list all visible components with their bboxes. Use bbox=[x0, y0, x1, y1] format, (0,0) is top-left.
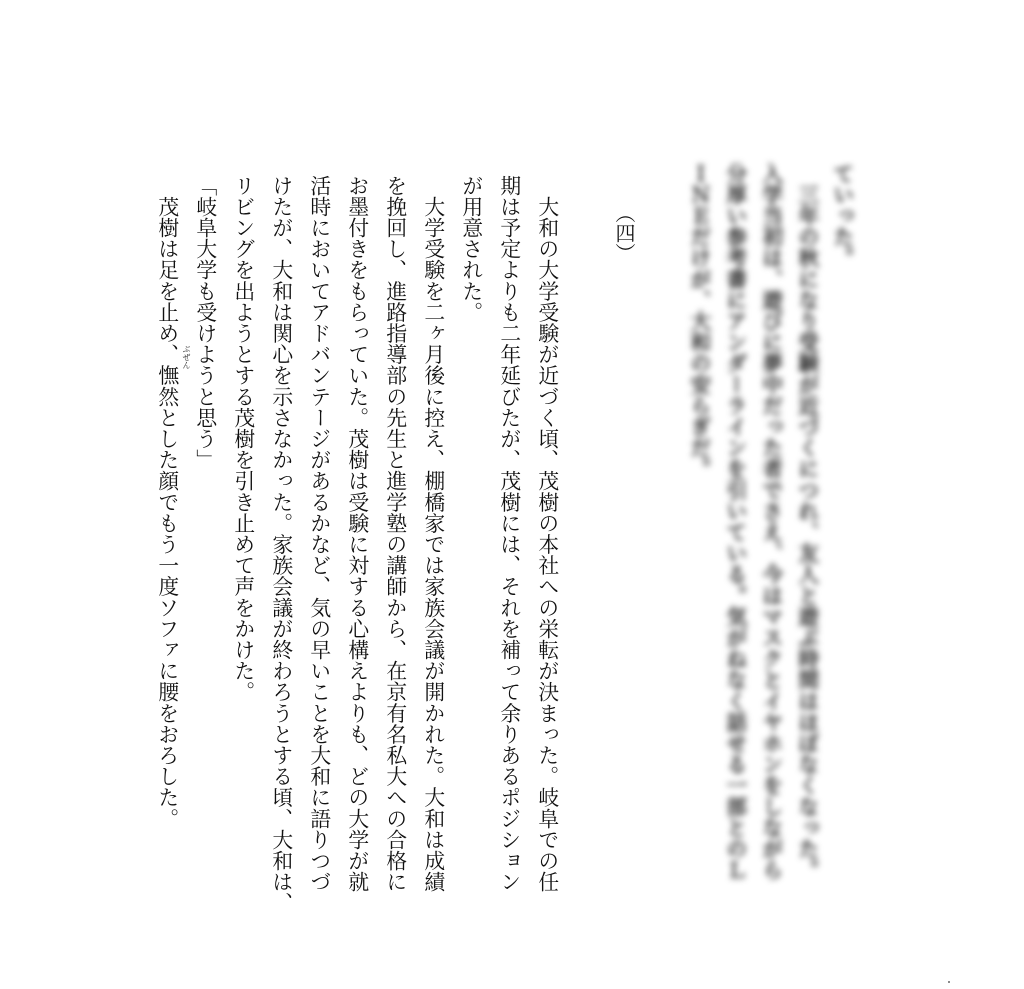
blurred-text-line: 入学当初は、遊びに夢中だった者でさえ、今はマスクとイヤホンをしながら bbox=[758, 163, 784, 881]
blurred-text-line: 分厚い参考書にアンダーラインを引いている。気がねなく話せる一部とのＬ bbox=[722, 163, 748, 881]
blurred-text-line: ＩＮＥだけが、大和の安らぎだ。 bbox=[686, 163, 712, 480]
body-line: 活時においてアドバンテージがあるかなど、気の早いことを大和に語りつづ bbox=[306, 175, 331, 893]
section-heading: （四） bbox=[612, 203, 636, 263]
body-line: を挽回し、進路指導部の先生と進学塾の講師から、在京有名私大への合格に bbox=[382, 175, 407, 893]
body-line: 大和の大学受験が近づく頃、茂樹の本社への栄転が決まった。岐阜での任 bbox=[534, 175, 559, 893]
body-line: 茂樹は足を止め、憮然とした顔でもう一度ソファに腰をおろした。 bbox=[154, 175, 179, 830]
body-line: リビングを出ようとする茂樹を引き止めて声をかけた。 bbox=[230, 175, 255, 703]
body-line: 期は予定よりも二年延びたが、茂樹には、それを補って余りあるポジション bbox=[496, 175, 521, 893]
ruby-annotation: ぶぜん bbox=[182, 345, 191, 369]
body-line: けたが、大和は関心を示さなかった。家族会議が終わろうとする頃、大和は、 bbox=[268, 175, 293, 914]
dialogue-line: 「岐阜大学も受けようと思う」 bbox=[192, 175, 217, 471]
body-line: 大学受験を二ヶ月後に控え、棚橋家では家族会議が開かれた。大和は成績 bbox=[420, 175, 445, 893]
page-speck bbox=[948, 981, 950, 983]
blurred-text-line: ていった。 bbox=[829, 163, 855, 269]
body-line: が用意された。 bbox=[458, 175, 483, 323]
blurred-text-line: 三年の秋になり受験が近づくにつれ、友人と遊ぶ時間はほぼなくなった。 bbox=[794, 163, 820, 881]
body-line: お墨付きをもらっていた。茂樹は受験に対する心構えよりも、どの大学が就 bbox=[344, 175, 369, 893]
